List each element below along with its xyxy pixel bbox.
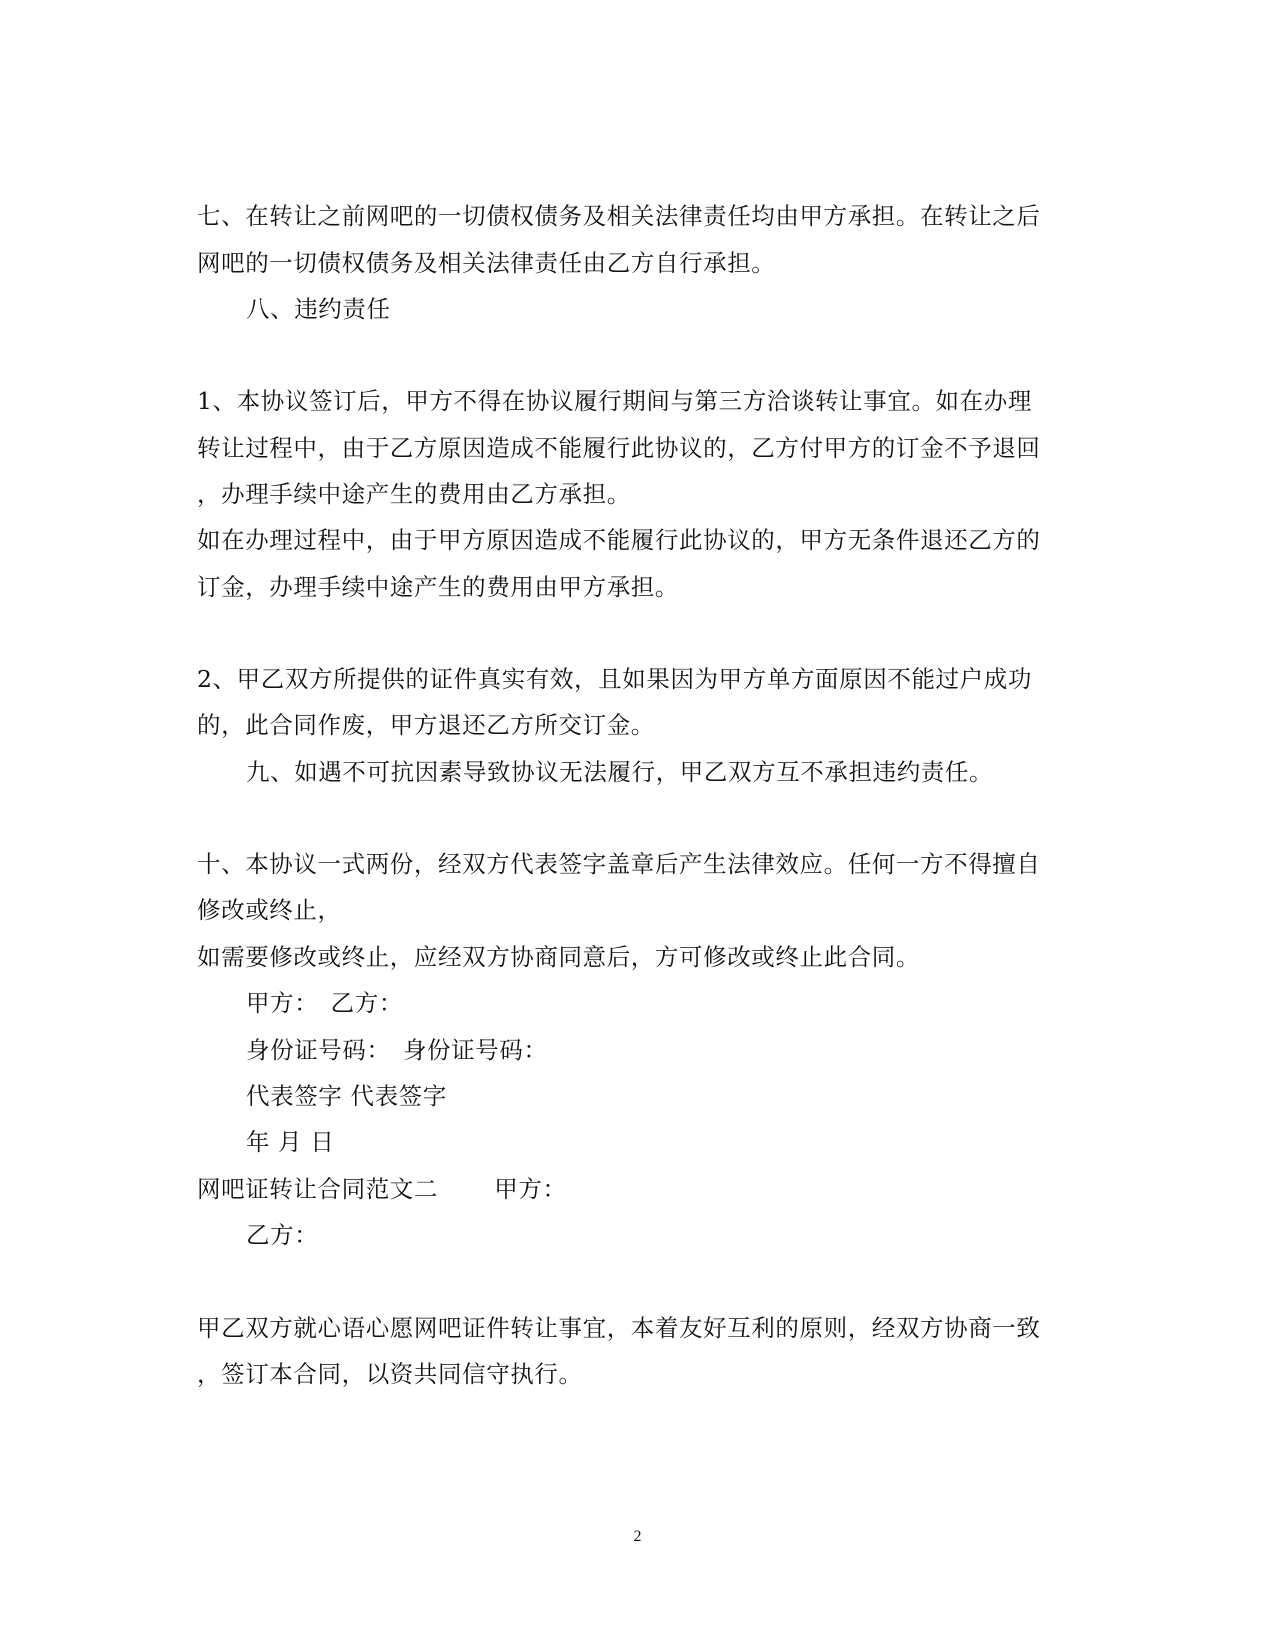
preamble-line-2: ，签订本合同，以资共同信守执行。 xyxy=(197,1360,583,1388)
clause-10-line-3: 如需要修改或终止，应经双方协商同意后，方可修改或终止此合同。 xyxy=(197,943,920,971)
clause-7-line-2: 网吧的一切债权债务及相关法律责任由乙方自行承担。 xyxy=(197,249,776,277)
clause-8-1-line-1: 1、本协议签订后，甲方不得在协议履行期间与第三方洽谈转让事宜。如在办理 xyxy=(197,387,1032,415)
clause-8-1-line-4: 如在办理过程中，由于甲方原因造成不能履行此协议的，甲方无条件退还乙方的 xyxy=(197,526,1041,554)
clause-8-1-line-2: 转让过程中，由于乙方原因造成不能履行此协议的，乙方付甲方的订金不予退回 xyxy=(197,434,1041,462)
preamble-line-1: 甲乙双方就心语心愿网吧证件转让事宜，本着友好互利的原则，经双方协商一致 xyxy=(197,1314,1041,1342)
party-labels: 甲方： 乙方： xyxy=(246,989,403,1017)
clause-8-2-line-1: 2、甲乙双方所提供的证件真实有效，且如果因为甲方单方面原因不能过户成功 xyxy=(197,665,1032,693)
clause-8-1-line-5: 订金，办理手续中途产生的费用由甲方承担。 xyxy=(197,573,679,601)
clause-8-1-line-3: ，办理手续中途产生的费用由乙方承担。 xyxy=(197,480,631,508)
section-8-heading: 八、违约责任 xyxy=(246,295,391,323)
signature-labels: 代表签字 代表签字 xyxy=(246,1082,447,1110)
id-number-labels: 身份证号码： 身份证号码： xyxy=(246,1036,548,1064)
page-number: 2 xyxy=(633,1528,642,1545)
clause-10-line-1: 十、本协议一式两份，经双方代表签字盖章后产生法律效应。任何一方不得擅自 xyxy=(197,850,1041,878)
date-label: 年 月 日 xyxy=(246,1128,335,1156)
sample-2-title: 网吧证转让合同范文二 甲方： xyxy=(197,1175,567,1203)
clause-10-line-2: 修改或终止， xyxy=(197,896,342,924)
party-b-label: 乙方： xyxy=(246,1221,319,1249)
clause-8-2-line-2: 的，此合同作废，甲方退还乙方所交订金。 xyxy=(197,711,655,739)
clause-9: 九、如遇不可抗因素导致协议无法履行，甲乙双方互不承担违约责任。 xyxy=(246,758,994,786)
clause-7-line-1: 七、在转让之前网吧的一切债权债务及相关法律责任均由甲方承担。在转让之后 xyxy=(197,202,1041,230)
